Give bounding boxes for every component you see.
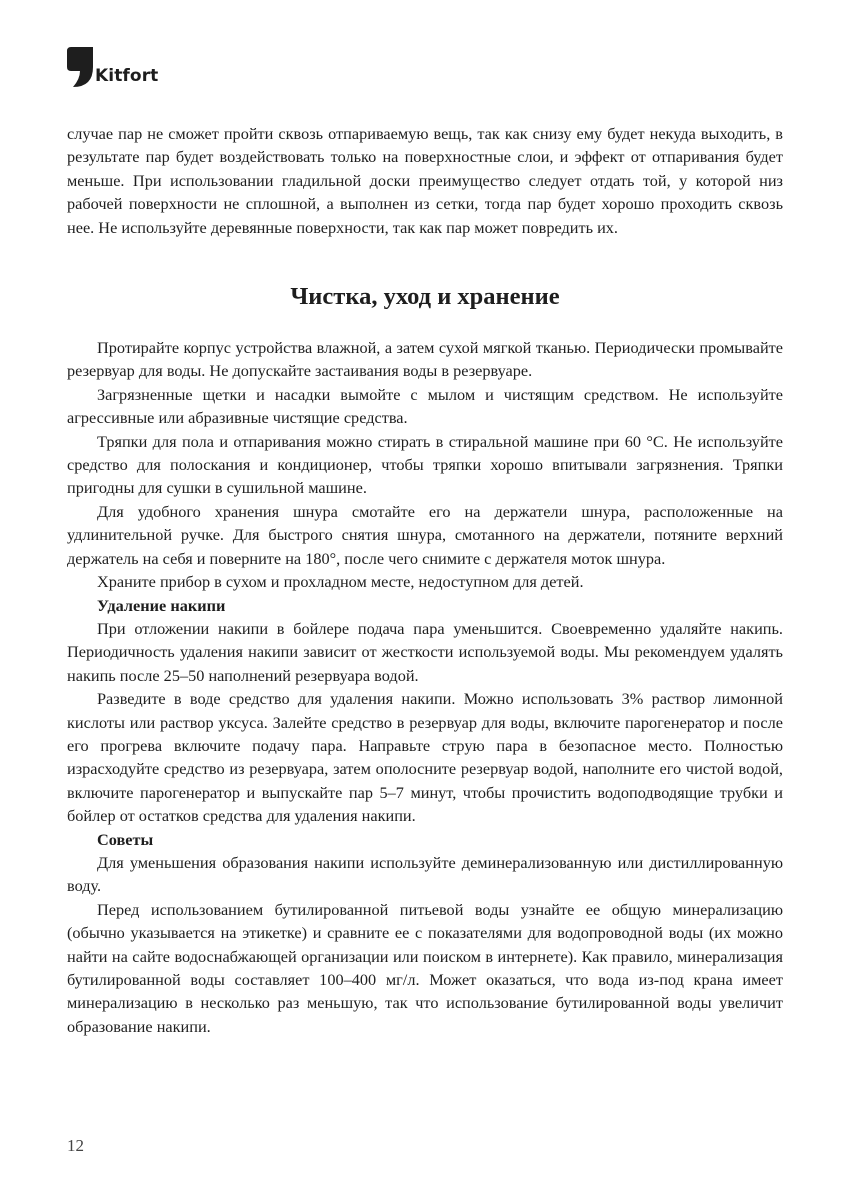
care-paragraph: Протирайте корпус устройства влажной, а затем сухой мягкой тканью. Периодически промывайте резервуар для воды. Не допускайте застаивания воды в резервуаре. — [67, 338, 783, 381]
descaling-paragraph: При отложении накипи в бойлере подача пара уменьшится. Своевременно удаляйте накипь. Периодичность удаления накипи зависит от жесткости используемой воды. Мы рекомендуем удалять накипь после 25–50 наполнений резервуара водой. — [67, 618, 783, 685]
tips-heading: Советы — [97, 829, 154, 849]
care-paragraph: Храните прибор в сухом и прохладном месте, недоступном для детей. — [97, 572, 584, 592]
care-paragraph: Для удобного хранения шнура смотайте его на держатели шнура, расположенные на удлинительной ручке. Для быстрого снятия шнура, смотанного на держатели, потяните верхний держатель на себя и поверните на 180°, после чего снимите с держателя моток шнура. — [67, 501, 783, 568]
document-body — [67, 122, 783, 1038]
descaling-heading: Удаление накипи — [97, 595, 226, 615]
care-paragraph: Загрязненные щетки и насадки вымойте с мылом и чистящим средством. Не используйте агрессивные или абразивные чистящие средства. — [67, 384, 783, 428]
intro-paragraph: случае пар не сможет пройти сквозь отпариваемую вещь, так как снизу ему будет некуда выходить, в результате пар будет воздействовать только на поверхностные слои, и эффект от отпаривания будет меньше. При использовании гладильной доски преимущество следует отдать той, у которой низ рабочей поверхности не сплошной, а выполнен из сетки, тогда пар будет хорошо проходить сквозь нее. Не используйте деревянные поверхности, так как пар может повредить их. — [67, 124, 783, 237]
care-paragraph: Тряпки для пола и отпаривания можно стирать в стиральной машине при 60 °С. Не используйте средство для полоскания и кондиционер, чтобы тряпки хорошо впитывали загрязнения. Тряпки пригодны для сушки в сушильной машине. — [67, 431, 783, 498]
page-number: 12 — [67, 1136, 84, 1155]
brand-name: Kitfort — [95, 66, 159, 86]
tips-paragraph: Перед использованием бутилированной питьевой воды узнайте ее общую минерализацию (обычно указывается на этикетке) и сравните ее с показателями для водопроводной воды (их можно найти на сайте водоснабжающей организации или поиском в интернете). Как правило, минерализация бутилированной воды составляет 100–400 мг/л. Может оказаться, что вода из-под крана имеет минерализацию в несколько раз меньшую, так что использование бутилированной воды увеличит образование накипи. — [67, 899, 783, 1036]
section-title: Чистка, уход и хранение — [290, 283, 560, 311]
tips-paragraph: Для уменьшения образования накипи используйте деминерализованную или дистиллированную воду. — [67, 852, 783, 896]
descaling-paragraph: Разведите в воде средство для удаления накипи. Можно использовать 3% раствор лимонной кислоты или раствор уксуса. Залейте средство в резервуар для воды, включите парогенератор и после его прогрева включите подачу пара. Направьте струю пара в безопасное место. Полностью израсходуйте средство из резервуара, затем ополосните резервуар водой, наполните его чистой водой, включите парогенератор и выпускайте пар 5–7 минут, чтобы прочистить водоподводящие трубки и бойлер от остатков средства для удаления накипи. — [67, 689, 783, 826]
kitfort-logo-icon — [67, 47, 93, 87]
kitfort-logo — [67, 47, 158, 87]
